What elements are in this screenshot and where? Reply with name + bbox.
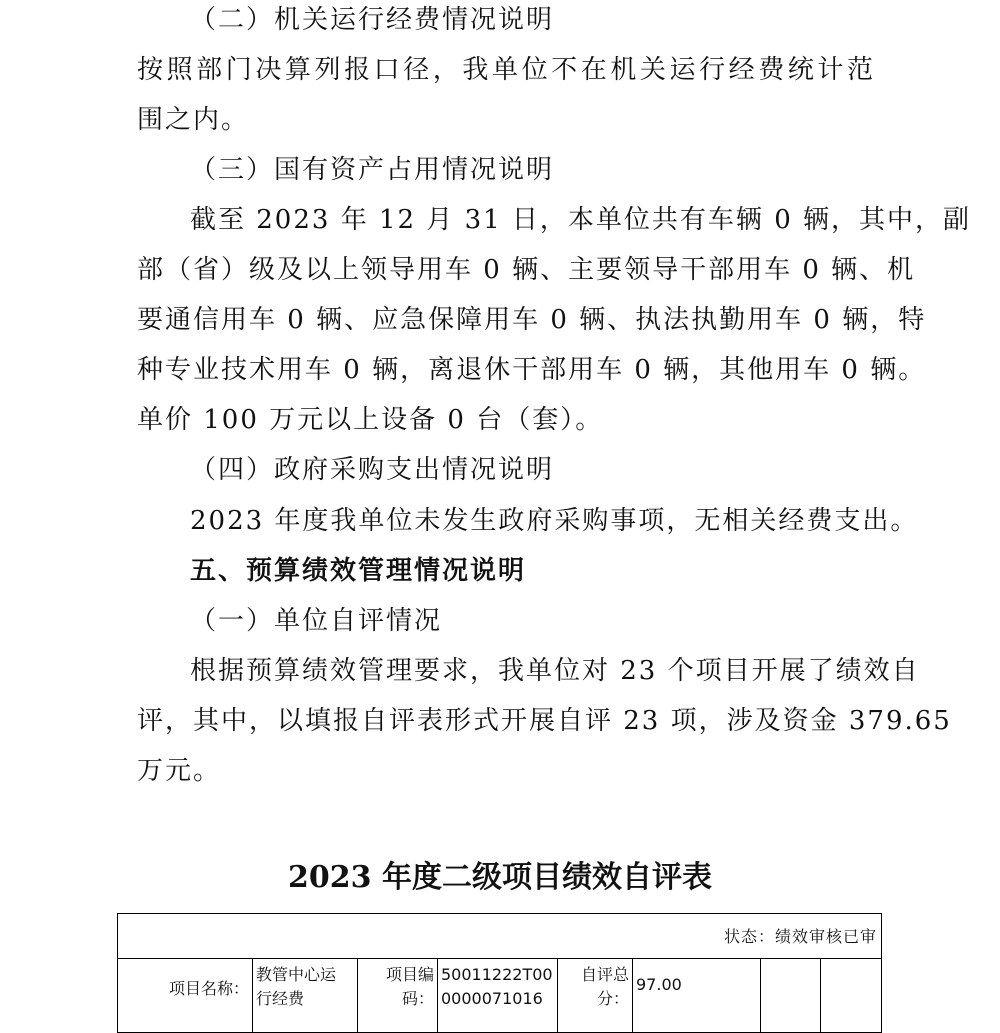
paragraph-line: 种专业技术用车 0 辆，离退休干部用车 0 辆，其他用车 0 辆。 <box>137 355 927 385</box>
paragraph-line: 根据预算绩效管理要求，我单位对 23 个项目开展了绩效自 <box>190 656 920 686</box>
paragraph-line: 围之内。 <box>137 105 250 135</box>
project-name-label: 项目名称： <box>118 959 253 1032</box>
project-code-value: 50011222T00 0000071016 <box>438 959 558 1032</box>
self-score-value: 97.00 <box>633 959 761 1032</box>
self-evaluation-table <box>117 913 882 1033</box>
paragraph-line: 要通信用车 0 辆、应急保障用车 0 辆、执法执勤用车 0 辆，特 <box>137 305 927 335</box>
empty-cell <box>821 959 881 1032</box>
project-name-value: 教管中心运 行经费 <box>253 959 358 1032</box>
paragraph-line: 评，其中，以填报自评表形式开展自评 23 项，涉及资金 379.65 <box>137 706 952 736</box>
paragraph-line: 截至 2023 年 12 月 31 日，本单位共有车辆 0 辆，其中，副 <box>190 205 971 235</box>
heading-gov-procurement: （四）政府采购支出情况说明 <box>190 455 555 485</box>
paragraph-line: 2023 年度我单位未发生政府采购事项，无相关经费支出。 <box>190 506 919 536</box>
table-title: 2023 年度二级项目绩效自评表 <box>288 860 712 895</box>
paragraph-line: 部（省）级及以上领导用车 0 辆、主要领导干部用车 0 辆、机 <box>137 255 916 285</box>
self-score-label: 自评总 分： <box>558 959 633 1032</box>
heading-performance-mgmt: 五、预算绩效管理情况说明 <box>190 556 527 586</box>
heading-jiguan-expense: （二）机关运行经费情况说明 <box>190 5 555 35</box>
paragraph-line: 单价 100 万元以上设备 0 台（套）。 <box>137 405 604 435</box>
project-code-label: 项目编 码： <box>358 959 438 1032</box>
heading-self-evaluation: （一）单位自评情况 <box>190 606 443 636</box>
status-cell: 状态：绩效审核已审 <box>118 914 881 959</box>
paragraph-line: 万元。 <box>137 756 222 786</box>
heading-state-assets: （三）国有资产占用情况说明 <box>190 155 555 185</box>
paragraph-line: 按照部门决算列报口径，我单位不在机关运行经费统计范 <box>137 55 875 85</box>
empty-cell <box>761 959 821 1032</box>
